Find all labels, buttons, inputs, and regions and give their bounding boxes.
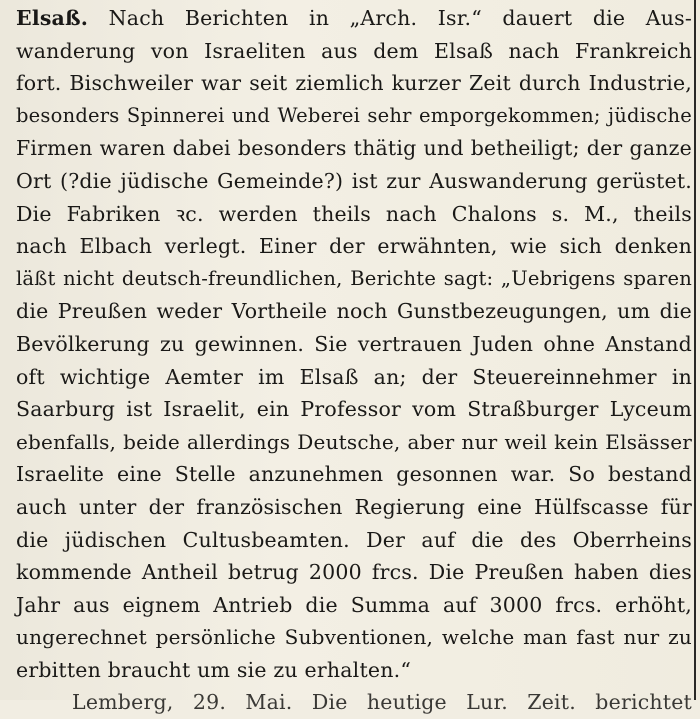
text-line-21: erbitten braucht um sie zu erhalten.“ — [16, 657, 412, 682]
article-column — [16, 2, 692, 719]
text-line-11: Bevölkerung zu gewinnen. Sie vertrauen Juden ohne Anstand — [16, 331, 692, 356]
text-line-19: Jahr aus eignem Antrieb die Summa auf 3000 frcs. erhöht, — [16, 592, 692, 617]
text-line-18: kommende Antheil betrug 2000 frcs. Die Preußen haben dies — [16, 560, 692, 585]
next-article-line: Lemberg, 29. Mai. Die heutige Lur. Zeit. berichtet — [72, 690, 692, 715]
text-line-6: Ort (?die jüdische Gemeinde?) ist zur Auswanderung gerüstet. — [16, 168, 692, 193]
text-line-8: nach Elbach verlegt. Einer der erwähnten, wie sich denken — [16, 234, 692, 259]
text-line-2: wanderung von Israeliten aus dem Elsaß nach Frankreich — [16, 38, 692, 63]
text-line-5: Firmen waren dabei besonders thätig und betheiligt; der ganze — [16, 136, 692, 161]
text-line-9: läßt nicht deutsch-freundlichen, Berichte sagt: „Uebrigens sparen — [16, 266, 692, 290]
text-line-10: die Preußen weder Vortheile noch Gunstbezeugungen, um die — [16, 299, 692, 324]
text-line-7: Die Fabriken ꝛc. werden theils nach Chalons s. M., theils — [16, 201, 692, 226]
text-line-12: oft wichtige Aemter im Elsaß an; der Steuereinnehmer in — [16, 364, 692, 389]
line-1-text: Nach Berichten in „Arch. Isr.“ dauert die Aus- — [108, 6, 693, 30]
text-line-14: ebenfalls, beide allerdings Deutsche, aber nur weil kein Elsässer — [16, 429, 692, 454]
text-line-1 — [16, 2, 692, 35]
article-heading: Elsaß. — [16, 6, 89, 30]
column-rule — [694, 0, 696, 700]
text-line-20: ungerechnet persönliche Subventionen, welche man fast nur zu — [16, 625, 692, 650]
text-line-4: besonders Spinnerei und Weberei sehr emporgekommen; jüdische — [16, 103, 692, 127]
text-line-13: Saarburg ist Israelit, ein Professor vom Straßburger Lyceum — [16, 397, 692, 422]
text-line-15: Israelite eine Stelle anzunehmen gesonnen war. So bestand — [16, 462, 692, 487]
text-line-17: die jüdischen Cultusbeamten. Der auf die des Oberrheins — [16, 527, 692, 552]
text-line-3: fort. Bischweiler war seit ziemlich kurzer Zeit durch Industrie, — [16, 71, 692, 96]
text-line-16: auch unter der französischen Regierung eine Hülfscasse für — [16, 494, 692, 519]
